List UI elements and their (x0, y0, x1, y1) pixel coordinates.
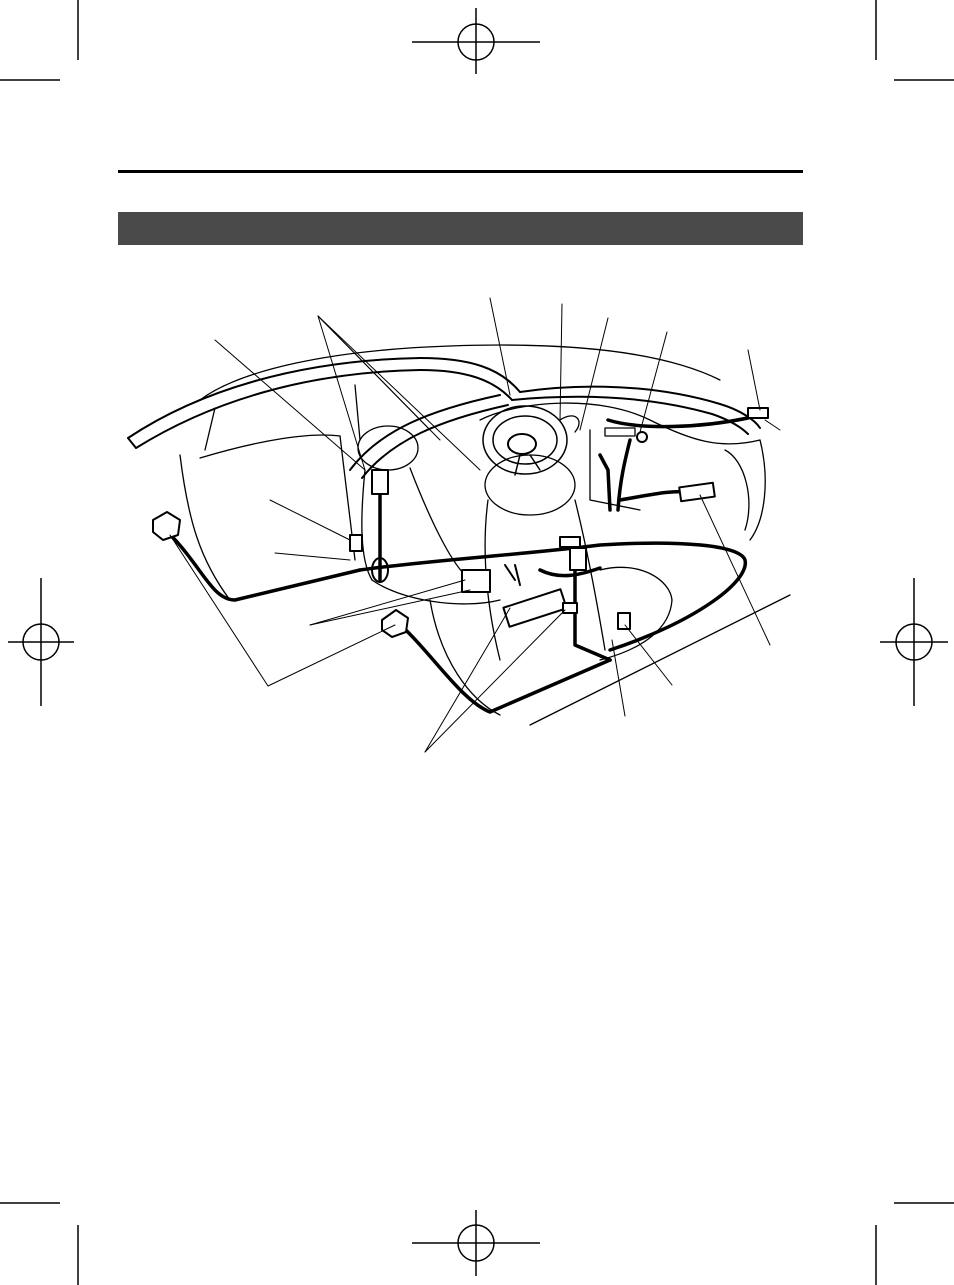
registration-target-left (8, 578, 74, 706)
airbag-components (153, 408, 768, 637)
registration-target-right (880, 578, 948, 706)
steering-wheel (483, 406, 567, 475)
registration-target-top (412, 8, 540, 74)
section-title-bar (118, 212, 803, 245)
car-interior-illustration (110, 290, 810, 760)
callout-leader-lines (170, 298, 780, 752)
roof-rail (128, 358, 760, 448)
registration-target-bottom (412, 1210, 540, 1276)
header-rule (118, 170, 803, 173)
